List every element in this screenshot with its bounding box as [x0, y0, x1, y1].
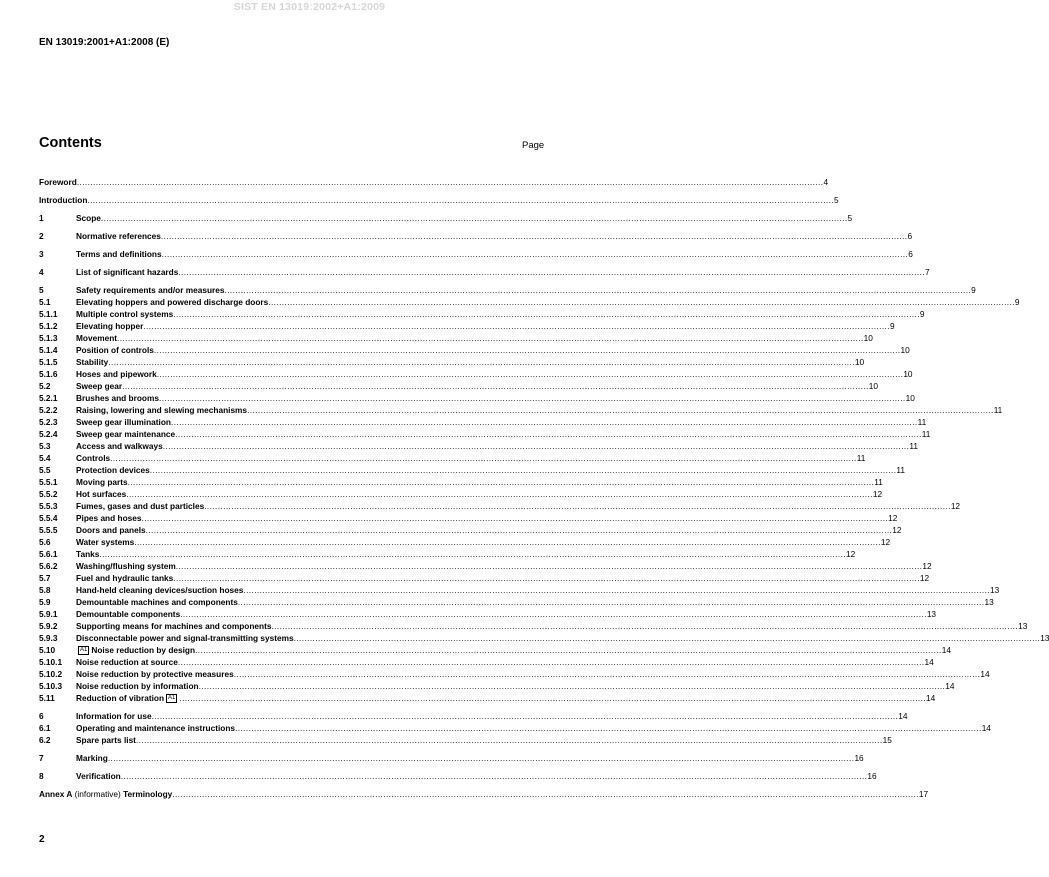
amendment-start-marker-icon: A1: [80, 647, 88, 654]
toc-entry[interactable]: [39, 476, 883, 488]
toc-entry-title: Scope: [76, 213, 101, 223]
toc-entry-page: 14: [926, 693, 936, 703]
toc-entry-page: 11: [917, 417, 927, 427]
toc-entry-page: 9: [1014, 297, 1020, 307]
toc-entry-page: 12: [846, 549, 856, 559]
page-column-label: Page: [522, 140, 545, 151]
toc-entry-page: 10: [854, 357, 865, 367]
toc-dot-leader: [128, 476, 875, 488]
toc-entry[interactable]: [39, 632, 1049, 644]
toc-entry[interactable]: [39, 464, 906, 476]
toc-entry-number: 5.1.4: [39, 345, 58, 355]
toc-entry-title: Fuel and hydraulic tanks: [76, 573, 174, 583]
toc-entry-title: Pipes and hoses: [76, 513, 142, 523]
table-of-contents: [39, 176, 1049, 800]
toc-entry-page: 12: [888, 513, 898, 523]
toc-entry[interactable]: [39, 212, 853, 224]
toc-entry-number: 5.1.3: [39, 333, 58, 343]
toc-entry-number: 5.2.1: [39, 393, 58, 403]
toc-dot-leader: [162, 248, 909, 260]
toc-dot-leader: [180, 608, 927, 620]
toc-entry-number: 5.2.2: [39, 405, 58, 415]
toc-entry-page: 16: [854, 753, 864, 763]
toc-entry-title: Controls: [76, 453, 111, 463]
toc-entry-page: 9: [971, 285, 976, 295]
toc-dot-leader: [157, 368, 904, 380]
toc-entry[interactable]: [39, 230, 913, 242]
toc-entry-number: 5.5.4: [39, 513, 58, 523]
toc-entry-number: 2: [39, 231, 44, 241]
toc-entry[interactable]: [39, 332, 873, 344]
toc-dot-leader: [77, 176, 824, 188]
toc-entry-page: 12: [922, 561, 932, 571]
toc-entry-number: 3: [39, 249, 44, 259]
toc-dot-leader: [136, 734, 883, 746]
toc-entry[interactable]: [39, 266, 930, 278]
toc-entry[interactable]: [39, 440, 918, 452]
toc-dot-leader: [176, 560, 923, 572]
toc-entry-title: Moving parts: [76, 477, 128, 487]
toc-entry-page: 9: [919, 309, 925, 319]
toc-dot-leader: [268, 296, 1015, 308]
toc-entry[interactable]: [39, 536, 891, 548]
toc-entry-number: 5.9.3: [39, 633, 58, 643]
toc-entry[interactable]: [39, 608, 937, 620]
toc-entry[interactable]: [39, 668, 990, 680]
toc-entry-number: 5.1.6: [39, 369, 58, 379]
toc-entry-number: 5.2: [39, 381, 51, 391]
toc-entry-number: 5.5.1: [39, 477, 58, 487]
toc-entry[interactable]: [39, 512, 898, 524]
toc-entry-number: 5.1.1: [39, 309, 58, 319]
toc-entry-title: Normative references: [76, 231, 161, 241]
toc-entry-page: 9: [889, 321, 895, 331]
toc-entry[interactable]: [39, 722, 991, 734]
toc-entry-number: 5.9: [39, 597, 51, 607]
toc-entry[interactable]: [39, 524, 902, 536]
toc-entry-title: Multiple control systems: [76, 309, 174, 319]
page-title: Contents: [39, 135, 102, 151]
toc-entry-page: 13: [1040, 633, 1049, 643]
toc-dot-leader: [108, 752, 855, 764]
toc-entry-title: Tanks: [76, 549, 100, 559]
toc-dot-leader: [134, 536, 881, 548]
toc-entry-number: 5.4: [39, 453, 51, 463]
toc-entry[interactable]: [39, 488, 883, 500]
toc-entry[interactable]: [39, 176, 829, 188]
toc-entry-number: 5.11: [39, 693, 55, 703]
toc-entry-number: 5.9.2: [39, 621, 58, 631]
toc-dot-leader: [150, 464, 897, 476]
toc-entry-title: Operating and maintenance instructions: [76, 723, 236, 733]
toc-entry-page: 10: [900, 345, 910, 355]
toc-dot-leader: [204, 500, 951, 512]
toc-dot-leader: [271, 620, 1018, 632]
toc-entry-number: 4: [39, 267, 44, 277]
toc-dot-leader: [175, 428, 922, 440]
toc-entry[interactable]: [39, 296, 1020, 308]
watermark: SIST EN 13019:2002+A1:2009: [233, 1, 386, 13]
toc-dot-leader: [101, 212, 848, 224]
toc-entry-page: 11: [993, 405, 1003, 415]
toc-dot-leader: [243, 584, 990, 596]
toc-entry-page: 5: [847, 213, 853, 223]
toc-entry-title: Terms and definitions: [76, 249, 162, 259]
toc-dot-leader: [171, 416, 918, 428]
toc-entry-title: Stability: [76, 357, 109, 367]
toc-dot-leader: [122, 380, 869, 392]
toc-entry[interactable]: [39, 320, 895, 332]
toc-entry-title: Introduction: [39, 195, 88, 205]
toc-entry-number: 1: [39, 213, 44, 223]
toc-entry[interactable]: [39, 416, 927, 428]
toc-entry-page: 5: [834, 195, 839, 205]
toc-entry[interactable]: [39, 548, 856, 560]
toc-entry-page: 11: [896, 465, 906, 475]
toc-entry-title: Sweep gear illumination: [76, 417, 171, 427]
toc-entry-page: 10: [868, 381, 878, 391]
toc-entry-number: 5: [39, 285, 44, 295]
toc-dot-leader: [178, 266, 925, 278]
toc-entry-title: Fumes, gases and dust particles: [76, 501, 205, 511]
toc-entry-number: 5.10.3: [39, 681, 63, 691]
toc-entry-page: 11: [921, 429, 931, 439]
toc-entry-title: Disconnectable power and signal-transmitting systems: [76, 633, 294, 643]
toc-dot-leader: [110, 452, 857, 464]
toc-entry-title: Demountable machines and components: [76, 597, 238, 607]
toc-entry-number: 7: [39, 753, 44, 763]
toc-entry-title: Doors and panels: [76, 525, 146, 535]
toc-entry-title: Access and walkways: [76, 441, 163, 451]
toc-entry-page: 17: [918, 789, 929, 799]
toc-entry-number: 6.1: [39, 723, 51, 733]
toc-entry-page: 15: [882, 735, 892, 745]
toc-entry[interactable]: [39, 692, 936, 704]
toc-entry[interactable]: [39, 404, 1003, 416]
toc-entry-page: 14: [924, 657, 934, 667]
toc-dot-leader: [154, 344, 901, 356]
toc-entry[interactable]: [39, 392, 915, 404]
toc-entry-title: Hand-held cleaning devices/suction hoses: [76, 585, 244, 595]
toc-entry[interactable]: [39, 734, 892, 746]
toc-entry-title: Hot surfaces: [76, 489, 127, 499]
toc-entry-title: Noise reduction by protective measures: [76, 669, 234, 679]
toc-dot-leader: [108, 356, 855, 368]
toc-entry[interactable]: [39, 194, 839, 206]
toc-entry-title: A1 Noise reduction by design: [80, 645, 196, 655]
toc-dot-leader: [199, 680, 946, 692]
toc-entry-page: 13: [926, 609, 937, 619]
page-number: 2: [39, 834, 45, 845]
toc-entry[interactable]: [39, 356, 865, 368]
toc-dot-leader: [152, 710, 899, 722]
toc-entry-title: Hoses and pipework: [76, 369, 157, 379]
toc-entry-title: Supporting means for machines and components: [76, 621, 272, 631]
toc-entry-page: 4: [823, 177, 829, 187]
toc-entry-title: Reduction of vibration A1: [76, 693, 176, 703]
toc-entry[interactable]: [39, 452, 866, 464]
toc-entry[interactable]: [39, 368, 913, 380]
toc-entry[interactable]: [39, 248, 913, 260]
toc-entry-title: Foreword: [39, 177, 77, 187]
toc-entry[interactable]: [39, 644, 951, 656]
toc-entry[interactable]: [39, 596, 994, 608]
toc-entry-number: 5.2.3: [39, 417, 58, 427]
toc-dot-leader: [99, 548, 846, 560]
amendment-end-marker-icon: A1: [168, 695, 176, 702]
toc-dot-leader: [126, 488, 873, 500]
toc-entry-title: List of significant hazards: [76, 267, 179, 277]
toc-entry-page: 14: [980, 669, 990, 679]
toc-entry[interactable]: [39, 284, 976, 296]
toc-entry-title: Noise reduction by information: [76, 681, 199, 691]
toc-entry[interactable]: [39, 680, 955, 692]
toc-entry-page: 7: [924, 267, 930, 277]
toc-entry[interactable]: [39, 788, 929, 800]
toc-entry-title: Verification: [76, 771, 121, 781]
toc-entry[interactable]: [39, 656, 934, 668]
toc-dot-leader: [173, 572, 920, 584]
toc-entry-page: 12: [892, 525, 902, 535]
toc-dot-leader: [178, 656, 925, 668]
toc-dot-leader: [247, 404, 994, 416]
toc-entry-page: 11: [856, 453, 866, 463]
toc-entry-page: 10: [863, 333, 873, 343]
toc-dot-leader: [87, 194, 834, 206]
toc-entry-page: 14: [945, 681, 955, 691]
toc-entry-number: 5.7: [39, 573, 51, 583]
toc-entry-number: 8: [39, 771, 44, 781]
toc-entry[interactable]: [39, 344, 910, 356]
toc-entry-title: Information for use: [76, 711, 152, 721]
toc-entry[interactable]: [39, 584, 1000, 596]
toc-entry-number: 6: [39, 711, 44, 721]
toc-entry-number: 5.6.1: [39, 549, 58, 559]
toc-entry-title: Raising, lowering and slewing mechanisms: [76, 405, 248, 415]
toc-entry-page: 13: [984, 597, 994, 607]
toc-entry[interactable]: [39, 500, 961, 512]
toc-entry-page: 10: [903, 369, 913, 379]
toc-dot-leader: [121, 770, 868, 782]
toc-entry-number: 5.8: [39, 585, 51, 595]
toc-dot-leader: [173, 308, 920, 320]
toc-entry-title: Elevating hoppers and powered discharge doors: [76, 297, 269, 307]
toc-entry-page: 12: [872, 489, 883, 499]
toc-dot-leader: [172, 788, 919, 800]
toc-entry-number: 5.2.4: [39, 429, 58, 439]
toc-entry[interactable]: [39, 752, 864, 764]
toc-entry-number: 5.5.3: [39, 501, 58, 511]
toc-entry-title: Annex A (informative) Terminology: [39, 789, 173, 799]
toc-entry-page: 14: [981, 723, 991, 733]
toc-dot-leader: [235, 722, 982, 734]
toc-entry-number: 5.6: [39, 537, 51, 547]
toc-entry-number: 5.1.5: [39, 357, 58, 367]
toc-entry-title: Movement: [76, 333, 118, 343]
toc-dot-leader: [143, 320, 890, 332]
toc-entry[interactable]: [39, 770, 877, 782]
toc-entry[interactable]: [39, 572, 930, 584]
toc-entry[interactable]: [39, 620, 1028, 632]
toc-entry-title: Protection devices: [76, 465, 150, 475]
toc-entry-number: 5.6.2: [39, 561, 58, 571]
toc-entry-number: 5.1: [39, 297, 51, 307]
toc-dot-leader: [224, 284, 971, 296]
toc-entry-number: 5.1.2: [39, 321, 58, 331]
toc-dot-leader: [161, 230, 908, 242]
toc-entry[interactable]: [39, 380, 878, 392]
toc-dot-leader: [234, 668, 981, 680]
toc-entry-title: Noise reduction at source: [76, 657, 178, 667]
toc-entry-title: Safety requirements and/or measures: [76, 285, 225, 295]
toc-entry[interactable]: [39, 560, 932, 572]
toc-entry-page: 13: [990, 585, 1000, 595]
toc-entry-page: 6: [907, 231, 913, 241]
toc-entry-page: 14: [898, 711, 908, 721]
toc-entry-page: 16: [867, 771, 877, 781]
standard-header: EN 13019:2001+A1:2008 (E): [39, 37, 170, 48]
toc-entry-number: 5.10.2: [39, 669, 63, 679]
toc-entry[interactable]: [39, 428, 931, 440]
toc-entry-title: Demountable components: [76, 609, 181, 619]
toc-dot-leader: [179, 692, 926, 704]
toc-entry-page: 12: [950, 501, 961, 511]
toc-entry-number: 5.9.1: [39, 609, 58, 619]
toc-entry-page: 6: [908, 249, 913, 259]
toc-entry[interactable]: [39, 710, 908, 722]
toc-dot-leader: [195, 644, 942, 656]
toc-entry-number: 5.5.5: [39, 525, 58, 535]
toc-entry-title: Sweep gear maintenance: [76, 429, 176, 439]
toc-entry-number: 6.2: [39, 735, 51, 745]
toc-entry-page: 11: [909, 441, 918, 451]
toc-entry-page: 11: [874, 477, 883, 487]
toc-dot-leader: [163, 440, 910, 452]
toc-dot-leader: [238, 596, 985, 608]
toc-entry-number: 5.10.1: [39, 657, 63, 667]
toc-entry-title: Marking: [76, 753, 108, 763]
toc-entry-number: 5.3: [39, 441, 51, 451]
toc-entry-title: Water systems: [76, 537, 135, 547]
toc-entry-number: 5.5.2: [39, 489, 58, 499]
toc-entry-title: Brushes and brooms: [76, 393, 159, 403]
toc-entry-title: Spare parts list: [76, 735, 136, 745]
toc-entry-page: 10: [905, 393, 915, 403]
toc-dot-leader: [294, 632, 1041, 644]
toc-entry-page: 14: [941, 645, 951, 655]
toc-entry[interactable]: [39, 308, 925, 320]
toc-entry-title: Elevating hopper: [76, 321, 144, 331]
toc-entry-number: 5.5: [39, 465, 51, 475]
toc-entry-number: 5.10: [39, 645, 56, 655]
toc-entry-page: 12: [919, 573, 930, 583]
toc-entry-page: 12: [880, 537, 891, 547]
toc-dot-leader: [146, 524, 893, 536]
toc-dot-leader: [159, 392, 906, 404]
toc-entry-page: 13: [1018, 621, 1028, 631]
toc-entry-title: Washing/flushing system: [76, 561, 176, 571]
toc-dot-leader: [141, 512, 888, 524]
toc-entry-title: Sweep gear: [76, 381, 123, 391]
toc-dot-leader: [117, 332, 864, 344]
toc-entry-title: Position of controls: [76, 345, 154, 355]
